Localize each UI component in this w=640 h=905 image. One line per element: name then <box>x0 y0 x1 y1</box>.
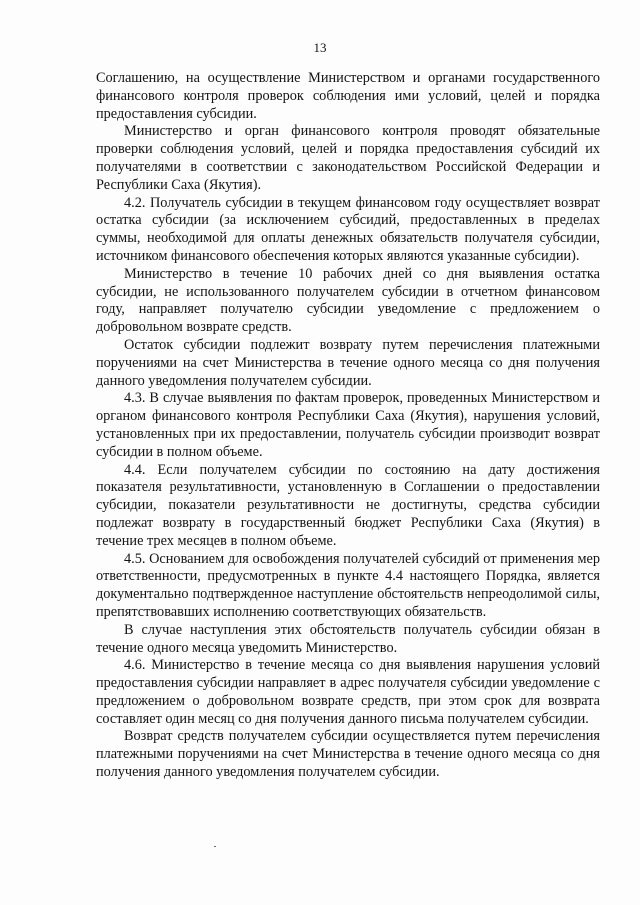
page-number: 13 <box>313 40 327 55</box>
paragraph-4-3-violations: 4.3. В случае выявления по фактам проверок, проведенных Министерством и органом финансового контроля Республики Саха (Якутия), нарушения условий, установленных при их предоставлении, получатель субсидии производит возврат субсидии в полном объеме. <box>96 390 600 460</box>
paragraph-balance-notification: Министерство в течение 10 рабочих дней со дня выявления остатка субсидии, не использованного получателем субсидии в отчетном финансовом году, направляет получателю субсидии уведомление с предложением о добровольном возврате средств. <box>96 265 600 336</box>
scan-mark <box>214 846 216 847</box>
paragraph-4-4-performance: 4.4. Если получателем субсидии по состоянию на дату достижения показателя результативности, установленную в Соглашении о предоставлении субсидии, показатели результативности не достигнуты, средства субсидии подлежат возврату в государственный бюджет Республики Саха (Якутия) в течение трех месяцев в полном объеме. <box>96 461 600 549</box>
paragraph-refund-procedure: Возврат средств получателем субсидии осуществляется путем перечисления платежными поручениями на счет Министерства в течение одного месяца со дня получения данного уведомления получателем субсидии. <box>96 728 600 781</box>
paragraph-4-6-violation-notice: 4.6. Министерство в течение месяца со дня выявления нарушения условий предоставления субсидии направляет в адрес получателя субсидии уведомление с предложением о добровольном возврате средств, при этом срок для возврата составляет один месяц со дня получения данного письма получателем субсидии. <box>96 657 600 727</box>
paragraph-balance-return: Остаток субсидии подлежит возврату путем перечисления платежными поручениями на счет Министерства в течение одного месяца со дня получения данного уведомления получателем субсидии. <box>96 336 600 389</box>
paragraph-notify-ministry: В случае наступления этих обстоятельств получатель субсидии обязан в течение одного месяца уведомить Министерство. <box>96 621 600 656</box>
paragraph-mandatory-checks: Министерство и орган финансового контроля проводят обязательные проверки соблюдения условий, целей и порядка предоставления субсидий их получателями в соответствии с законодательством Российской Федерации и Республики Саха (Якутия). <box>96 123 600 193</box>
paragraph-agreement-continuation: Соглашению, на осуществление Министерством и органами государственного финансового контроля проверок соблюдения ими условий, целей и порядка предоставления субсидии. <box>96 70 600 122</box>
paragraph-4-2-return-of-balance: 4.2. Получатель субсидии в текущем финансовом году осуществляет возврат остатка субсидии (за исключением субсидий, предоставленных в пределах суммы, необходимой для оплаты денежных обязательств получателя субсидии, источником финансового обеспечения которых являются указанные субсидии). <box>96 194 600 264</box>
paragraph-4-5-force-majeure: 4.5. Основанием для освобождения получателей субсидий от применения мер ответственности, предусмотренных в пункте 4.4 настоящего Порядка, является документально подтвержденное наступление обстоятельств непреодолимой силы, препятствовавших исполнению соответствующих обязательств. <box>96 550 600 620</box>
document-body <box>96 70 600 782</box>
